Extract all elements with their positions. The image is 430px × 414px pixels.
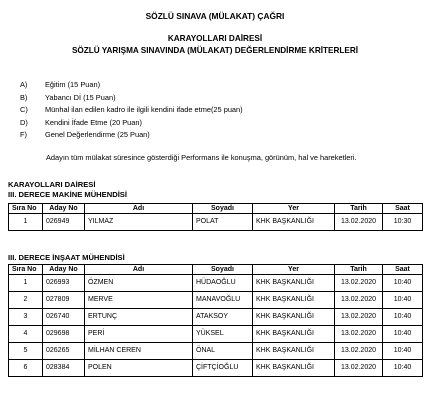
column-header: Tarih <box>335 265 383 275</box>
column-header: Aday No <box>43 265 85 275</box>
cell-tarih: 13.02.2020 <box>335 292 383 309</box>
cell-sira-no: 3 <box>9 309 43 326</box>
document-title: SÖZLÜ SINAVA (MÜLAKAT) ÇAĞRI <box>145 11 285 21</box>
column-header: Soyadı <box>193 204 253 214</box>
column-header: Sıra No <box>9 204 43 214</box>
cell-yer: KHK BAŞKANLIĞI <box>253 343 335 360</box>
cell-sira-no: 1 <box>9 214 43 231</box>
cell-aday-no: 027809 <box>43 292 85 309</box>
cell-soyadi: YÜKSEL <box>193 326 253 343</box>
cell-saat: 10:40 <box>383 343 423 360</box>
criteria-item <box>20 92 420 105</box>
cell-tarih: 13.02.2020 <box>335 214 383 231</box>
cell-saat: 10:40 <box>383 360 423 377</box>
criteria-text: Eğitim (15 Puan) <box>45 80 101 89</box>
criteria-letter: A) <box>20 80 28 89</box>
cell-saat: 10:40 <box>383 309 423 326</box>
cell-saat: 10:40 <box>383 292 423 309</box>
criteria-text: Genel Değerlendirme (25 Puan) <box>45 130 150 139</box>
cell-tarih: 13.02.2020 <box>335 309 383 326</box>
column-header: Adı <box>85 265 193 275</box>
mechanical-engineer-table <box>8 203 423 231</box>
cell-saat: 10:40 <box>383 326 423 343</box>
cell-aday-no: 026265 <box>43 343 85 360</box>
cell-soyadi: MANAVOĞLU <box>193 292 253 309</box>
cell-sira-no: 1 <box>9 275 43 292</box>
cell-sira-no: 6 <box>9 360 43 377</box>
section-title-mechanical: III. DERECE MAKİNE MÜHENDİSİ <box>8 190 127 199</box>
cell-adi: PERİ <box>85 326 193 343</box>
column-header: Tarih <box>335 204 383 214</box>
cell-soyadi: ÖNAL <box>193 343 253 360</box>
cell-aday-no: 026949 <box>43 214 85 231</box>
table-row <box>9 292 423 309</box>
cell-adi: MERVE <box>85 292 193 309</box>
cell-soyadi: ATAKSOY <box>193 309 253 326</box>
performance-note: Adayın tüm mülakat süresince gösterdiği Performans ile konuşma, görünüm, hal ve hareketleri. <box>46 153 357 162</box>
cell-tarih: 13.02.2020 <box>335 275 383 292</box>
cell-soyadi: POLAT <box>193 214 253 231</box>
table-header-row <box>9 204 423 214</box>
cell-tarih: 13.02.2020 <box>335 360 383 377</box>
cell-soyadi: HÜDAOĞLU <box>193 275 253 292</box>
column-header: Saat <box>383 265 423 275</box>
column-header: Sıra No <box>9 265 43 275</box>
organization-heading: KARAYOLLARI DAİRESİ <box>167 34 263 43</box>
criteria-letter: D) <box>20 117 28 127</box>
cell-aday-no: 028384 <box>43 360 85 377</box>
table-row <box>9 343 423 360</box>
criteria-item <box>20 117 420 130</box>
criteria-text: Yabancı Dİ (15 Puan) <box>45 92 116 102</box>
cell-saat: 10:30 <box>383 214 423 231</box>
cell-adi: POLEN <box>85 360 193 377</box>
criteria-letter: C) <box>20 105 28 114</box>
criteria-heading: SÖZLÜ YARIŞMA SINAVINDA (MÜLAKAT) DEĞERLENDİRME KRİTERLERİ <box>71 46 359 55</box>
criteria-text: Kendini İfade Etme (20 Puan) <box>45 117 142 127</box>
cell-sira-no: 2 <box>9 292 43 309</box>
cell-adi: MİLHAN CEREN <box>85 343 193 360</box>
criteria-list <box>20 79 420 142</box>
table-row <box>9 326 423 343</box>
cell-soyadi: ÇİFTÇİOĞLU <box>193 360 253 377</box>
table-row <box>9 214 423 231</box>
cell-yer: KHK BAŞKANLIĞI <box>253 292 335 309</box>
cell-aday-no: 026993 <box>43 275 85 292</box>
column-header: Adı <box>85 204 193 214</box>
cell-yer: KHK BAŞKANLIĞI <box>253 275 335 292</box>
criteria-item <box>20 129 420 142</box>
cell-aday-no: 029698 <box>43 326 85 343</box>
column-header: Saat <box>383 204 423 214</box>
cell-sira-no: 5 <box>9 343 43 360</box>
cell-yer: KHK BAŞKANLIĞI <box>253 326 335 343</box>
criteria-item <box>20 104 420 117</box>
column-header: Yer <box>253 265 335 275</box>
criteria-letter: B) <box>20 92 28 102</box>
cell-saat: 10:40 <box>383 275 423 292</box>
cell-yer: KHK BAŞKANLIĞI <box>253 360 335 377</box>
criteria-item <box>20 79 420 92</box>
column-header: Aday No <box>43 204 85 214</box>
section-title-civil: III. DERECE İNŞAAT MÜHENDİSİ <box>8 253 125 262</box>
table-row <box>9 360 423 377</box>
table-row <box>9 275 423 292</box>
cell-aday-no: 026740 <box>43 309 85 326</box>
criteria-letter: F) <box>20 130 27 139</box>
section-organization: KARAYOLLARI DAİRESİ <box>8 180 96 189</box>
table-row <box>9 309 423 326</box>
criteria-text: Münhal ilan edilen kadro ile ilgili kendini ifade etme(25 puan) <box>45 105 243 114</box>
column-header: Soyadı <box>193 265 253 275</box>
cell-tarih: 13.02.2020 <box>335 343 383 360</box>
column-header: Yer <box>253 204 335 214</box>
cell-sira-no: 4 <box>9 326 43 343</box>
cell-yer: KHK BAŞKANLIĞI <box>253 214 335 231</box>
cell-yer: KHK BAŞKANLIĞI <box>253 309 335 326</box>
cell-adi: ÖZMEN <box>85 275 193 292</box>
cell-adi: ERTUNÇ <box>85 309 193 326</box>
cell-adi: YILMAZ <box>85 214 193 231</box>
table-header-row <box>9 265 423 275</box>
cell-tarih: 13.02.2020 <box>335 326 383 343</box>
civil-engineer-table <box>8 264 423 377</box>
